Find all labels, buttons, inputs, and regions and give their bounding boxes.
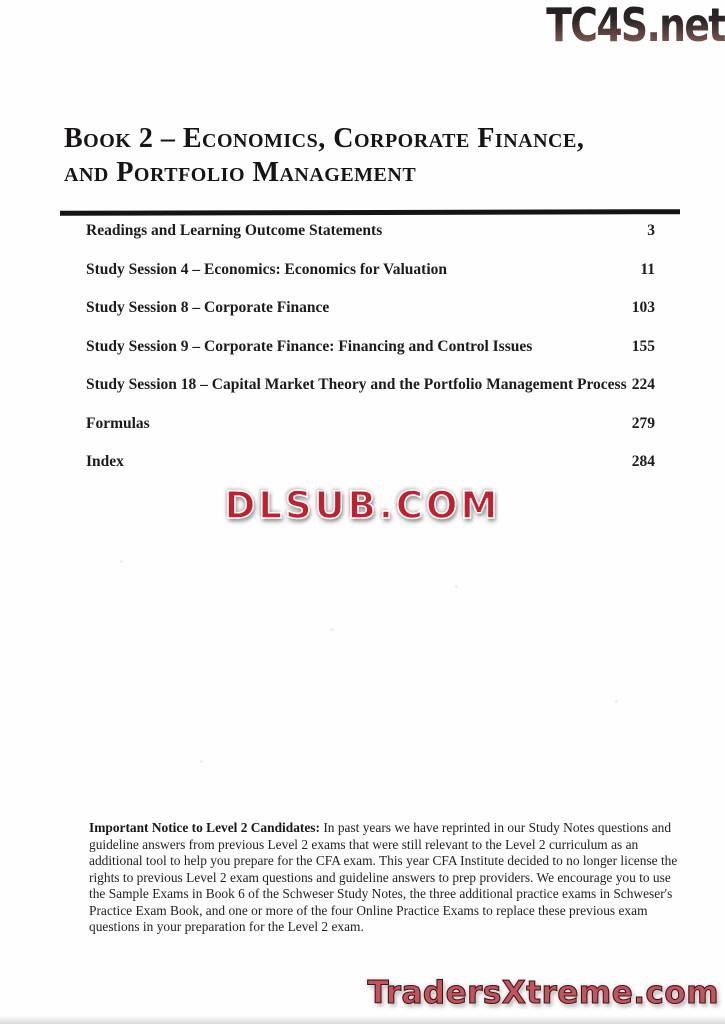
toc-entry-page: 279 — [631, 414, 655, 432]
tradersxtreme-watermark: TradersXtreme.com — [367, 975, 719, 1011]
toc-entry-label: Study Session 18 – Capital Market Theory and the Portfolio Management Process — [86, 376, 627, 393]
toc-row — [86, 376, 655, 393]
toc-entry-label: Readings and Learning Outcome Statements — [86, 222, 383, 239]
scan-speck — [615, 700, 618, 703]
toc-entry-label: Study Session 9 – Corporate Finance: Financing and Control Issues — [86, 337, 533, 355]
toc-entry-label: Study Session 4 – Economics: Economics for Valuation — [86, 260, 448, 278]
toc-entry-page: 224 — [631, 376, 655, 393]
notice-body: In past years we have reprinted in our Study Notes questions and guideline answers from previous Level 2 exams that were still relevant to the Level 2 curriculum as an additional tool to help you prepare for the CFA exam. This year CFA Institute decided to no longer license the rights to previous Level 2 exam questions and guideline answers to prep providers. We encourage you to use the Sample Exams in Book 6 of the Schweser Study Notes, the three additional practice exams in Schweser's Practice Exam Book, and one or more of the four Online Practice Exams to replace these previous exam questions in your preparation for the Level 2 exam. — [89, 820, 678, 934]
table-of-contents — [86, 222, 655, 492]
toc-entry-page: 3 — [647, 222, 655, 239]
scan-speck — [330, 628, 334, 631]
toc-entry-label: Study Session 8 – Corporate Finance — [86, 299, 330, 316]
notice-lead: Important Notice to Level 2 Candidates: — [89, 820, 320, 835]
scan-speck — [120, 560, 123, 563]
toc-row — [86, 338, 655, 355]
important-notice — [89, 820, 688, 936]
toc-entry-label: Formulas — [86, 414, 150, 432]
toc-row — [86, 261, 655, 278]
tc4s-watermark: TC4S.net — [546, 0, 725, 52]
toc-row — [86, 453, 655, 470]
dlsub-watermark: DLSUB.COM — [224, 484, 501, 527]
toc-entry-page: 103 — [631, 299, 655, 316]
toc-entry-page: 155 — [631, 337, 655, 355]
toc-row — [86, 222, 655, 239]
scan-speck — [200, 760, 203, 763]
toc-entry-page: 11 — [640, 260, 655, 278]
divider-rule — [60, 209, 680, 216]
page-title-line1: Book 2 – Economics, Corporate Finance, — [64, 123, 585, 154]
toc-row — [86, 299, 655, 316]
toc-entry-label: Index — [86, 453, 124, 470]
scan-speck — [455, 585, 458, 588]
page-title-line2: and Portfolio Management — [64, 157, 417, 188]
page-title — [64, 122, 664, 190]
scan-edge-shadow — [0, 1015, 725, 1024]
toc-entry-page: 284 — [631, 453, 655, 470]
toc-row — [86, 415, 655, 432]
